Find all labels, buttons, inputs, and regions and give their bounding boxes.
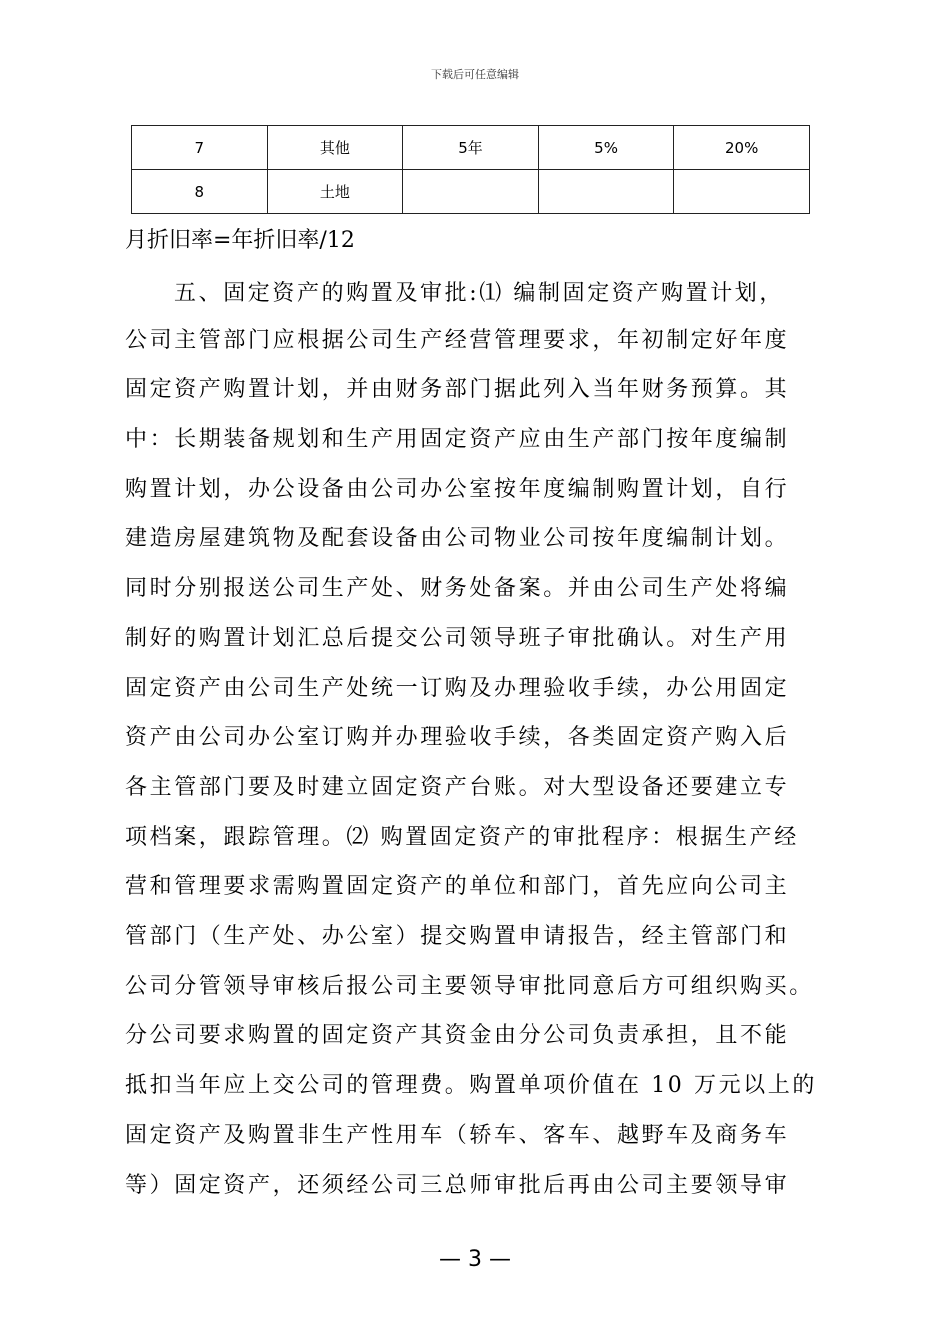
depreciation-table [131, 125, 810, 214]
body-line: 固定资产由公司生产处统一订购及办理验收手续，办公用固定 [125, 676, 790, 701]
table-row [132, 126, 810, 170]
body-line: 五、固定资产的购置及审批:⑴ 编制固定资产购置计划， [174, 281, 785, 306]
table-cell-rate: 20% [674, 126, 810, 170]
body-line: 固定资产购置计划，并由财务部门据此列入当年财务预算。其 [125, 377, 790, 402]
table-row [132, 170, 810, 214]
table-cell-years [403, 170, 539, 214]
table-cell-category: 土地 [267, 170, 403, 214]
header-note: 下载后可任意编辑 [431, 68, 519, 81]
body-line: 各主管部门要及时建立固定资产台账。对大型设备还要建立专 [125, 775, 790, 800]
body-line: 等）固定资产，还须经公司三总师审批后再由公司主要领导审 [125, 1173, 790, 1198]
table-cell-rate [674, 170, 810, 214]
body-line: 公司分管领导审核后报公司主要领导审批同意后方可组织购买。 [125, 974, 814, 999]
body-line: 同时分别报送公司生产处、财务处备案。并由公司生产处将编 [125, 576, 790, 601]
page-number: — 3 — [439, 1247, 511, 1272]
body-line: 固定资产及购置非生产性用车（轿车、客车、越野车及商务车 [125, 1123, 790, 1148]
body-line: 资产由公司办公室订购并办理验收手续，各类固定资产购入后 [125, 725, 790, 750]
table-cell-residual [538, 170, 674, 214]
body-line: 抵扣当年应上交公司的管理费。购置单项价值在 10 万元以上的 [125, 1073, 817, 1098]
table-cell-number: 8 [132, 170, 268, 214]
body-line: 营和管理要求需购置固定资产的单位和部门，首先应向公司主 [125, 874, 790, 899]
body-line: 公司主管部门应根据公司生产经营管理要求，年初制定好年度 [125, 328, 790, 353]
body-line: 中：长期装备规划和生产用固定资产应由生产部门按年度编制 [125, 427, 790, 452]
body-line: 管部门（生产处、办公室）提交购置申请报告，经主管部门和 [125, 924, 790, 949]
table-cell-years: 5年 [403, 126, 539, 170]
depreciation-formula: 月折旧率=年折旧率/12 [125, 228, 355, 253]
table-cell-residual: 5% [538, 126, 674, 170]
body-line: 制好的购置计划汇总后提交公司领导班子审批确认。对生产用 [125, 626, 790, 651]
body-line: 分公司要求购置的固定资产其资金由分公司负责承担，且不能 [125, 1023, 790, 1048]
body-line: 购置计划，办公设备由公司办公室按年度编制购置计划，自行 [125, 477, 790, 502]
table-cell-category: 其他 [267, 126, 403, 170]
body-line: 项档案，跟踪管理。⑵ 购置固定资产的审批程序：根据生产经 [125, 825, 799, 850]
body-line: 建造房屋建筑物及配套设备由公司物业公司按年度编制计划。 [125, 526, 790, 551]
table-cell-number: 7 [132, 126, 268, 170]
